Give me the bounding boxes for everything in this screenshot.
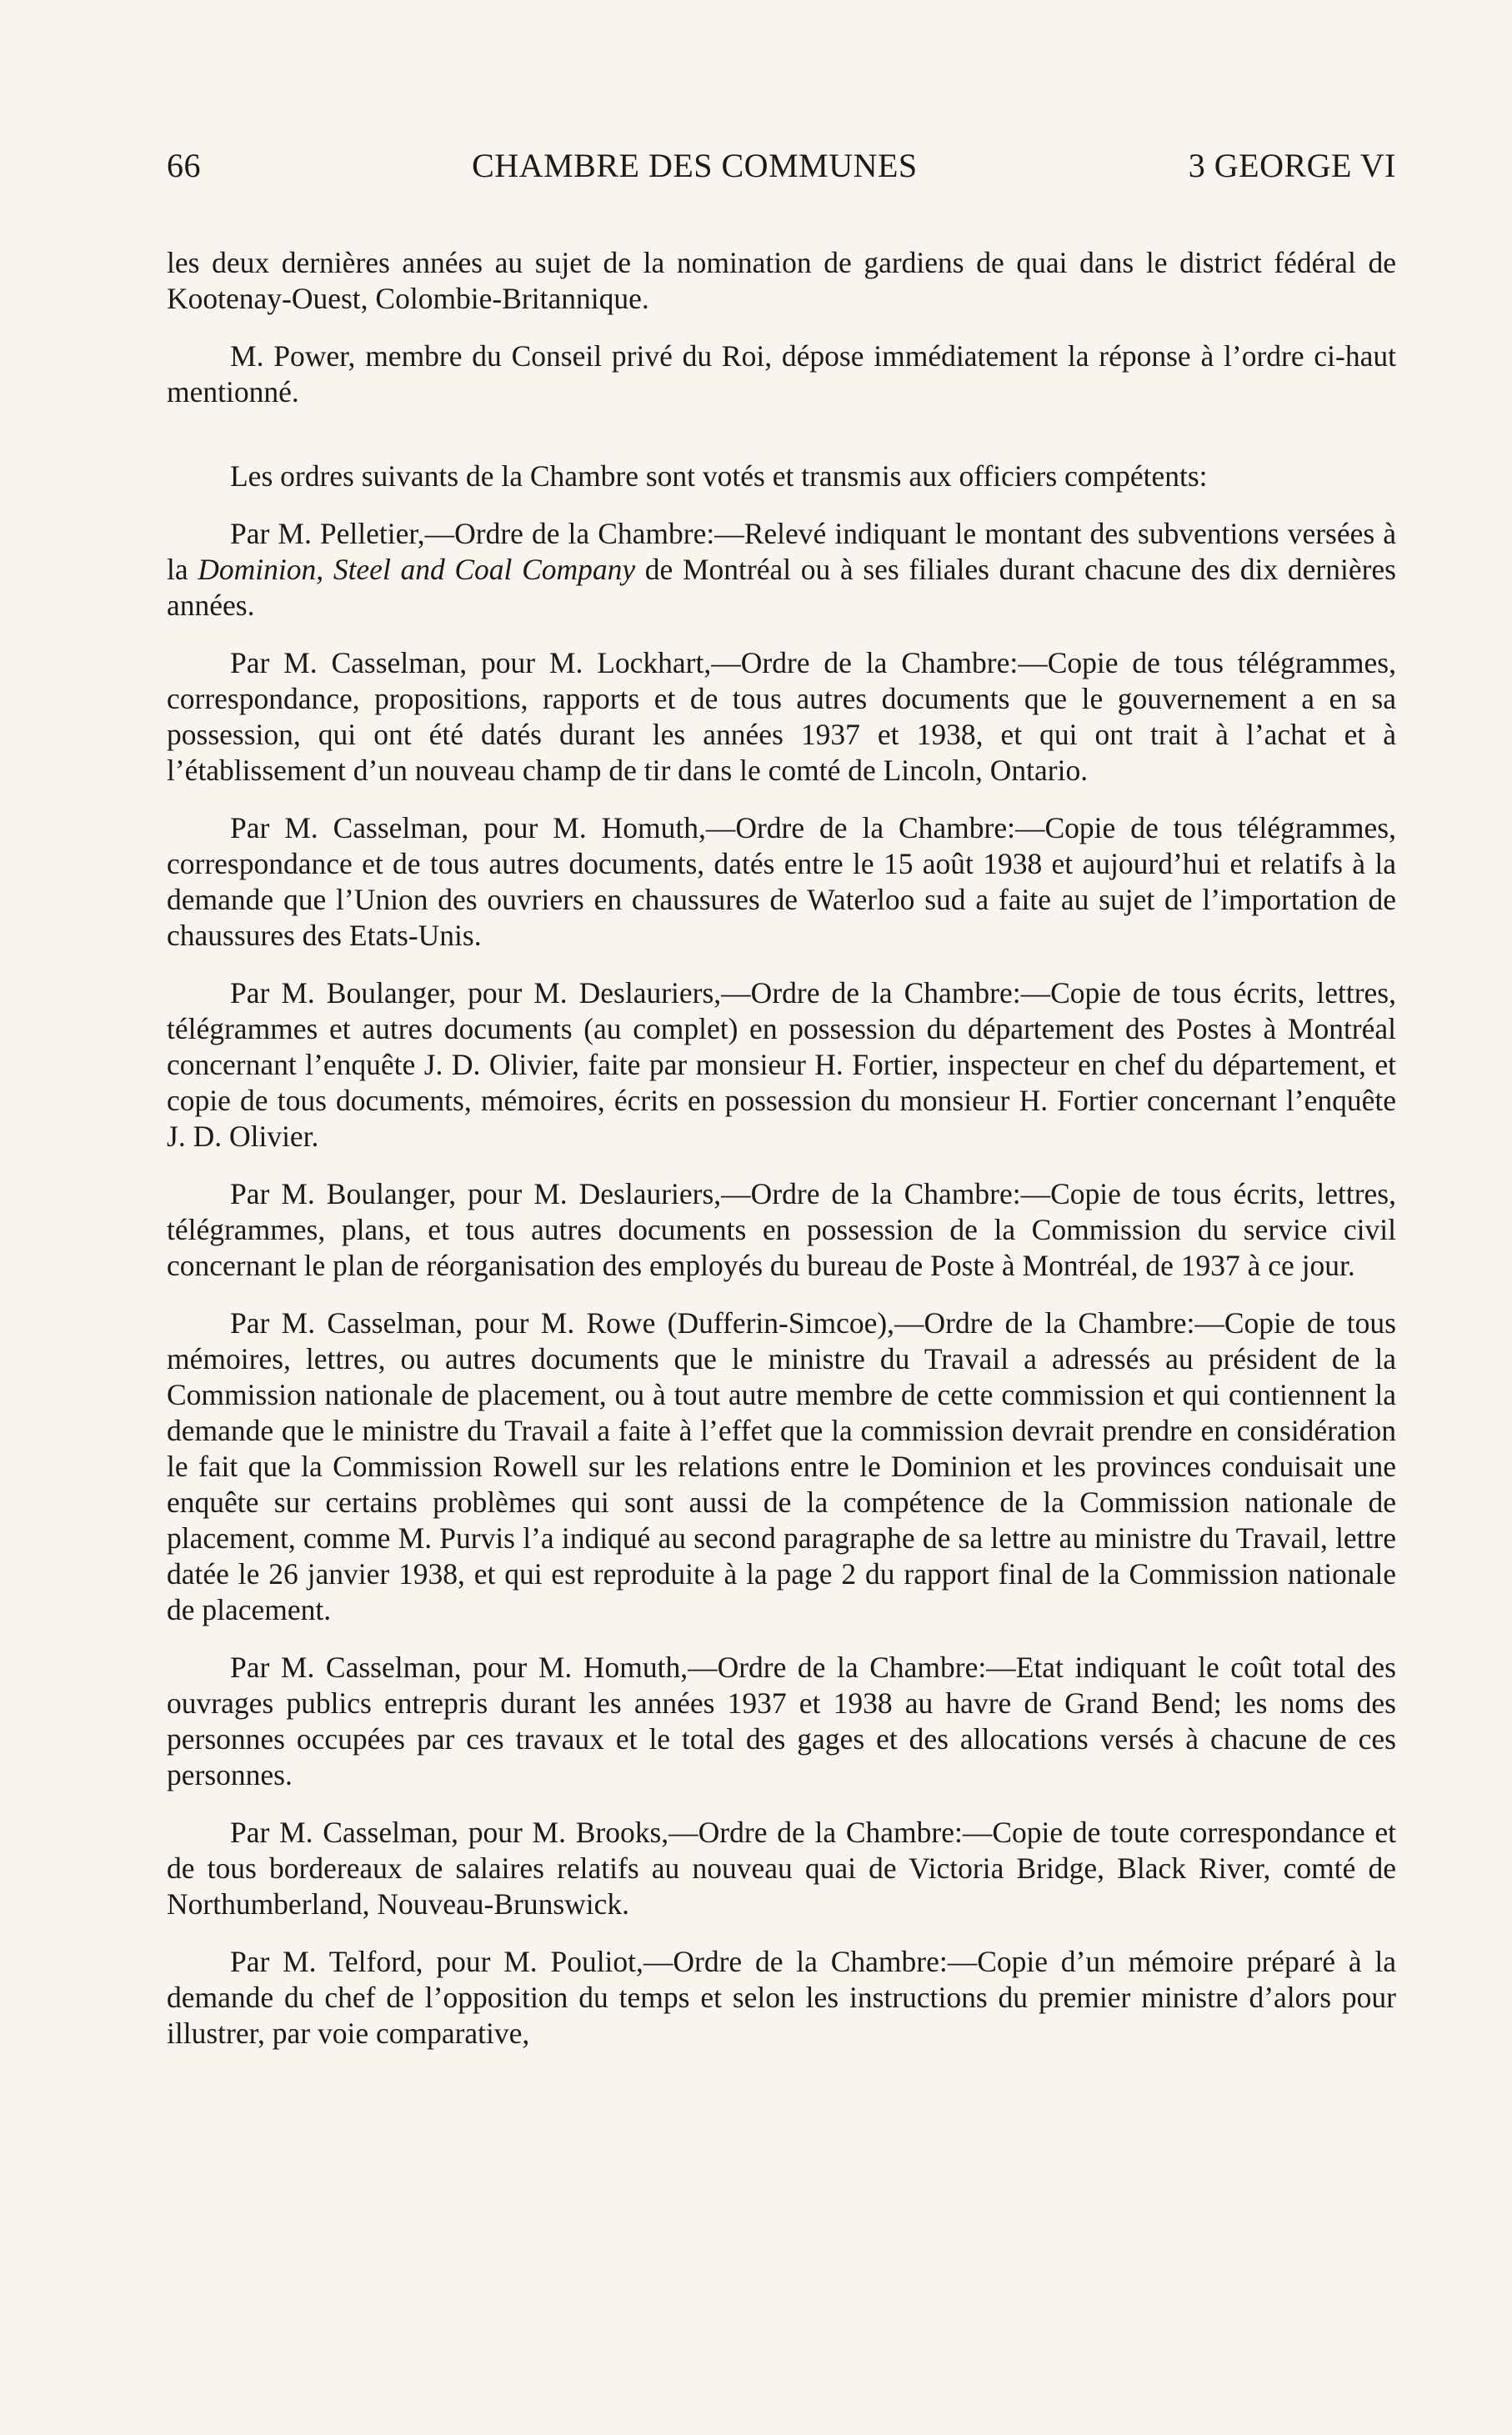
session-label: 3 GEORGE VI: [1188, 147, 1396, 184]
paragraph-order-lockhart: Par M. Casselman, pour M. Lockhart,—Ordre de la Chambre:—Copie de tous télégrammes, correspondance, propositions, rapports et de tous autres documents que le gouvernement a en sa possession, qui ont été datés durant les années 1937 et 1938, et qui ont trait à l’achat et à l’établissement d’un nouveau champ de tir dans le comté de Lincoln, Ontario.: [167, 646, 1396, 787]
company-name: Dominion, Steel and Coal Company: [198, 553, 636, 586]
paragraph-tabling-response: M. Power, membre du Conseil privé du Roi, dépose immédiatement la réponse à l’ordre ci-haut mentionné.: [167, 339, 1396, 408]
document-page: [167, 146, 1396, 2073]
running-title: CHAMBRE DES COMMUNES: [472, 147, 918, 184]
paragraph-order-pelletier: [167, 516, 1396, 624]
body-text: [167, 245, 1396, 2052]
paragraph-orders-intro: Les ordres suivants de la Chambre sont votés et transmis aux officiers compétents:: [230, 459, 1208, 493]
paragraph-order-pouliot: Par M. Telford, pour M. Pouliot,—Ordre de la Chambre:—Copie d’un mémoire préparé à la demande du chef de l’opposition du temps et selon les instructions du premier ministre d’alors pour illustrer, par voie comparative,: [167, 1945, 1396, 2050]
paragraph-order-rowe: Par M. Casselman, pour M. Rowe (Dufferin-Simcoe),—Ordre de la Chambre:—Copie de tous mémoires, lettres, ou autres documents que le ministre du Travail a adressés au président de la Commission nationale de placement, ou à tout autre membre de cette commission et qui contiennent la demande que le ministre du Travail a faite à l’effet que la commission devrait prendre en considération le fait que la Commission Rowell sur les relations entre le Dominion et les provinces conduisait une enquête sur certains problèmes qui sont aussi de la compétence de la Commission nationale de placement, comme M. Purvis l’a indiqué au second paragraphe de sa lettre au ministre du Travail, lettre datée le 26 janvier 1938, et qui est reproduite à la page 2 du rapport final de la Commission nationale de placement.: [167, 1306, 1396, 1626]
paragraph-order-deslauriers-1: Par M. Boulanger, pour M. Deslauriers,—Ordre de la Chambre:—Copie de tous écrits, lettres, télégrammes et autres documents (au complet) en possession du département des Postes à Montréal concernant l’enquête J. D. Olivier, faite par monsieur H. Fortier, inspecteur en chef du département, et copie de tous documents, mémoires, écrits en possession du monsieur H. Fortier concernant l’enquête J. D. Olivier.: [167, 976, 1396, 1153]
paragraph-order-homuth-2: Par M. Casselman, pour M. Homuth,—Ordre de la Chambre:—Etat indiquant le coût total des ouvrages publics entrepris durant les années 1937 et 1938 au havre de Grand Bend; les noms des personnes occupées par ces travaux et le total des gages et des allocations versés à chacune de ces personnes.: [167, 1651, 1396, 1791]
paragraph-order-brooks: Par M. Casselman, pour M. Brooks,—Ordre de la Chambre:—Copie de toute correspondance et de tous bordereaux de salaires relatifs au nouveau quai de Victoria Bridge, Black River, comté de Northumberland, Nouveau-Brunswick.: [167, 1816, 1396, 1921]
paragraph-continuation: les deux dernières années au sujet de la nomination de gardiens de quai dans le district fédéral de Kootenay-Ouest, Colombie-Britannique.: [167, 246, 1396, 315]
paragraph-order-homuth-1: Par M. Casselman, pour M. Homuth,—Ordre de la Chambre:—Copie de tous télégrammes, correspondance et de tous autres documents, datés entre le 15 août 1938 et aujourd’hui et relatifs à la demande que l’Union des ouvriers en chaussures de Waterloo sud a faite au sujet de l’importation de chaussures des Etats-Unis.: [167, 811, 1396, 952]
paragraph-order-deslauriers-2: Par M. Boulanger, pour M. Deslauriers,—Ordre de la Chambre:—Copie de tous écrits, lettres, télégrammes, plans, et tous autres documents en possession de la Commission du service civil concernant le plan de réorganisation des employés du bureau de Poste à Montréal, de 1937 à ce jour.: [167, 1177, 1396, 1282]
running-head: [167, 146, 1396, 185]
order-text: Par M. Pelletier,—Ordre de la Chambre:—Relevé indiquant le montant des subventions versées à la: [167, 517, 1396, 586]
order-text-end: de Montréal ou à ses filiales durant chacune des dix dernières années.: [167, 553, 1396, 622]
page-number: 66: [167, 147, 201, 184]
